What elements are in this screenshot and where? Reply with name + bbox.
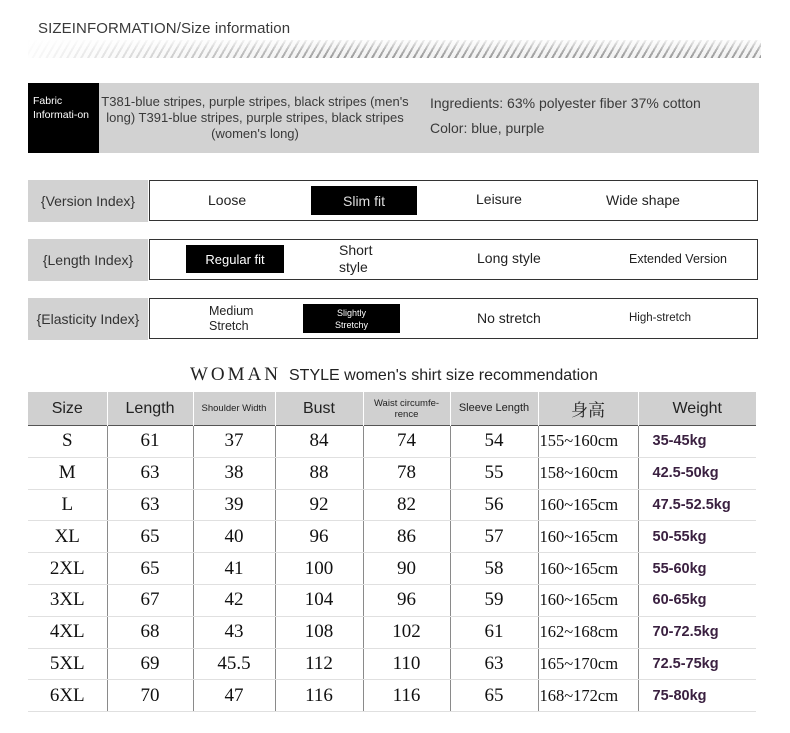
cell-waist: 78 [363, 457, 450, 489]
cell-bust: 112 [275, 648, 363, 680]
table-row [28, 426, 756, 458]
cell-size: 3XL [28, 584, 107, 616]
cell-waist: 90 [363, 553, 450, 585]
version-option-loose: Loose [208, 192, 247, 208]
fabric-color: Color: blue, purple [430, 120, 545, 136]
cell-size: XL [28, 521, 107, 553]
length-option-extended-version: Extended Version [629, 252, 727, 266]
cell-shoulder: 45.5 [193, 648, 275, 680]
cell-length: 67 [107, 584, 193, 616]
cell-waist: 96 [363, 584, 450, 616]
cell-sleeve: 55 [450, 457, 538, 489]
cell-sleeve: 61 [450, 616, 538, 648]
cell-shoulder: 42 [193, 584, 275, 616]
table-header-row [28, 392, 756, 426]
fabric-description: T381-blue stripes, purple stripes, black stripes (men's long) T391-blue stripes, purple stripes, black stripes (women's long) [101, 94, 409, 141]
cell-weight: 35-45kg [638, 426, 756, 458]
version-option-leisure: Leisure [476, 191, 522, 207]
cell-sleeve: 58 [450, 553, 538, 585]
woman-section-title [190, 364, 598, 386]
cell-height: 160~165cm [538, 584, 638, 616]
cell-length: 70 [107, 680, 193, 712]
cell-weight: 75-80kg [638, 680, 756, 712]
table-row [28, 584, 756, 616]
cell-weight: 50-55kg [638, 521, 756, 553]
cell-height: 155~160cm [538, 426, 638, 458]
cell-height: 168~172cm [538, 680, 638, 712]
cell-sleeve: 57 [450, 521, 538, 553]
table-row [28, 616, 756, 648]
elasticity-index-options [149, 298, 758, 339]
cell-weight: 70-72.5kg [638, 616, 756, 648]
table-row [28, 553, 756, 585]
cell-height: 160~165cm [538, 489, 638, 521]
cell-bust: 84 [275, 426, 363, 458]
header-waist: Waist circumfe-rence [363, 392, 450, 426]
cell-height: 160~165cm [538, 553, 638, 585]
cell-shoulder: 43 [193, 616, 275, 648]
table-row [28, 457, 756, 489]
page-title: SIZEINFORMATION/Size information [38, 20, 291, 37]
cell-height: 160~165cm [538, 521, 638, 553]
elasticity-option-no-stretch: No stretch [477, 310, 541, 326]
header-bust: Bust [275, 392, 363, 426]
length-option-long-style: Long style [477, 250, 541, 266]
cell-shoulder: 47 [193, 680, 275, 712]
cell-bust: 88 [275, 457, 363, 489]
table-row [28, 489, 756, 521]
header-shoulder-width: Shoulder Width [193, 392, 275, 426]
fabric-ingredients: Ingredients: 63% polyester fiber 37% cotton [430, 95, 701, 111]
cell-bust: 96 [275, 521, 363, 553]
cell-size: M [28, 457, 107, 489]
cell-shoulder: 37 [193, 426, 275, 458]
fabric-label: Fabric Informati-on [28, 83, 99, 153]
cell-sleeve: 65 [450, 680, 538, 712]
elasticity-option-slightly-stretchy-selected: Slightly Stretchy [303, 304, 400, 333]
elasticity-option-high-stretch: High-stretch [629, 312, 691, 324]
cell-weight: 47.5-52.5kg [638, 489, 756, 521]
length-index-options [149, 239, 758, 280]
cell-length: 63 [107, 457, 193, 489]
cell-height: 165~170cm [538, 648, 638, 680]
header-sleeve-length: Sleeve Length [450, 392, 538, 426]
cell-length: 68 [107, 616, 193, 648]
cell-shoulder: 40 [193, 521, 275, 553]
header-size: Size [28, 392, 107, 426]
version-option-wide-shape: Wide shape [606, 192, 680, 208]
cell-waist: 110 [363, 648, 450, 680]
cell-size: 5XL [28, 648, 107, 680]
cell-size: 2XL [28, 553, 107, 585]
cell-bust: 92 [275, 489, 363, 521]
cell-sleeve: 59 [450, 584, 538, 616]
version-index-options [149, 180, 758, 221]
elasticity-option-medium-stretch: Medium Stretch [209, 304, 254, 333]
length-option-regular-fit-selected: Regular fit [186, 245, 284, 273]
table-row [28, 521, 756, 553]
cell-weight: 42.5-50kg [638, 457, 756, 489]
cell-length: 65 [107, 521, 193, 553]
cell-shoulder: 41 [193, 553, 275, 585]
cell-sleeve: 54 [450, 426, 538, 458]
cell-size: 4XL [28, 616, 107, 648]
cell-size: 6XL [28, 680, 107, 712]
size-table [28, 392, 756, 712]
elasticity-index-label: {Elasticity Index} [28, 298, 148, 340]
cell-bust: 104 [275, 584, 363, 616]
cell-waist: 116 [363, 680, 450, 712]
version-option-slim-fit-selected: Slim fit [311, 186, 417, 215]
cell-bust: 108 [275, 616, 363, 648]
cell-weight: 55-60kg [638, 553, 756, 585]
cell-height: 158~160cm [538, 457, 638, 489]
cell-length: 63 [107, 489, 193, 521]
header-height: 身高 [538, 392, 638, 426]
cell-bust: 100 [275, 553, 363, 585]
version-index-label: {Version Index} [28, 180, 148, 222]
size-table-body [28, 426, 756, 712]
cell-bust: 116 [275, 680, 363, 712]
length-index-label: {Length Index} [28, 239, 148, 281]
cell-length: 61 [107, 426, 193, 458]
cell-shoulder: 38 [193, 457, 275, 489]
length-option-short-style: Short style [339, 242, 373, 275]
header-weight: Weight [638, 392, 756, 426]
cell-shoulder: 39 [193, 489, 275, 521]
cell-weight: 72.5-75kg [638, 648, 756, 680]
cell-waist: 74 [363, 426, 450, 458]
table-row [28, 648, 756, 680]
cell-height: 162~168cm [538, 616, 638, 648]
cell-length: 69 [107, 648, 193, 680]
cell-waist: 86 [363, 521, 450, 553]
cell-size: L [28, 489, 107, 521]
cell-weight: 60-65kg [638, 584, 756, 616]
cell-sleeve: 56 [450, 489, 538, 521]
cell-waist: 102 [363, 616, 450, 648]
cell-length: 65 [107, 553, 193, 585]
header-length: Length [107, 392, 193, 426]
woman-title-rest: STYLE women's shirt size recommendation [289, 367, 598, 384]
table-row [28, 680, 756, 712]
cell-waist: 82 [363, 489, 450, 521]
woman-title-word: WOMAN [190, 364, 281, 385]
cell-size: S [28, 426, 107, 458]
stripe-left-fade [28, 40, 328, 58]
cell-sleeve: 63 [450, 648, 538, 680]
